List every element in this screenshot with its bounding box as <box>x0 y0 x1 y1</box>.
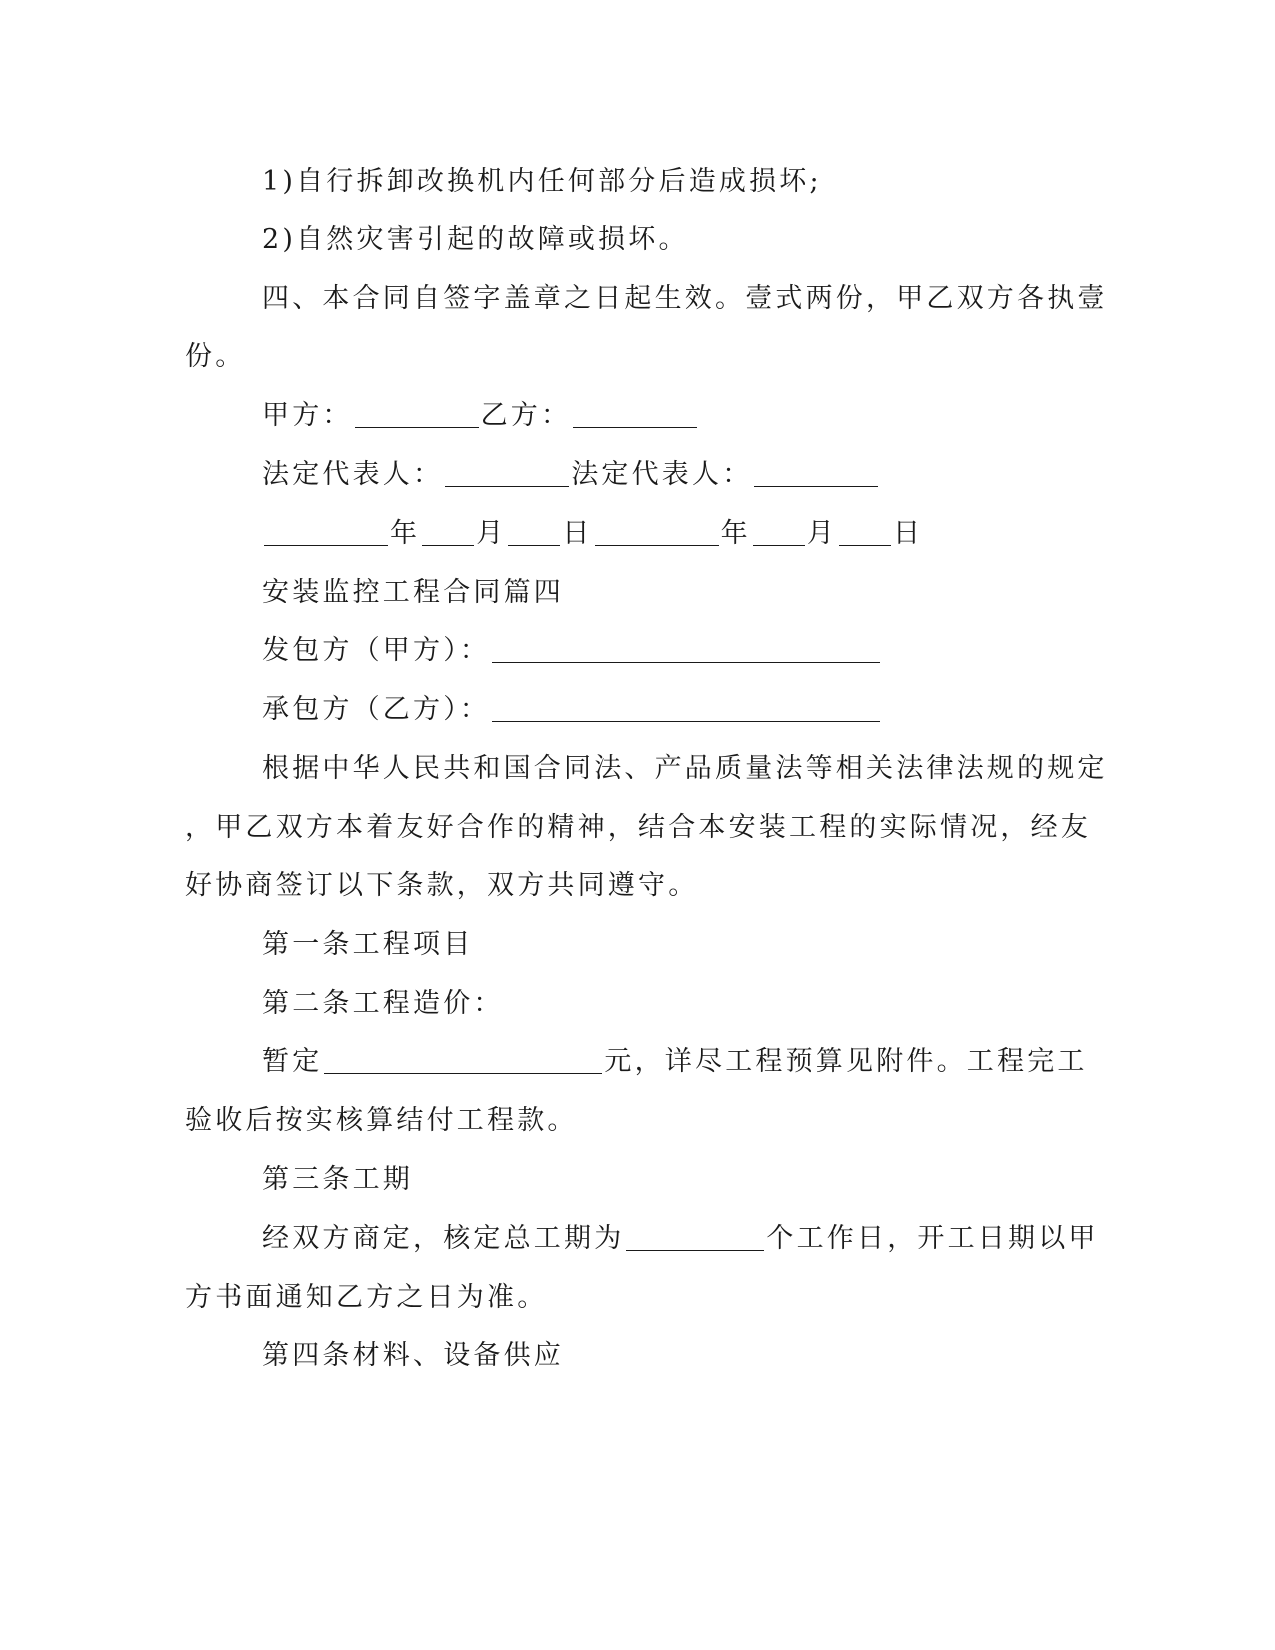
price-blank <box>324 1046 602 1074</box>
party-a-blank <box>355 400 479 428</box>
year-a-blank <box>264 518 388 546</box>
contractor-label: 承包方（乙方）： <box>262 694 491 725</box>
price-row <box>262 1044 1162 1080</box>
price-prefix: 暂定 <box>262 1046 323 1077</box>
signature-parties-row <box>262 398 1162 434</box>
clause-four-line-1: 四、本合同自签字盖章之日起生效。壹式两份，甲乙双方各执壹 <box>262 283 1108 314</box>
party-a-label: 甲方： <box>262 400 353 431</box>
contractor-row <box>262 692 1162 728</box>
preamble-line-3: 好协商签订以下条款，双方共同遵守。 <box>185 870 699 901</box>
article-three-title: 第三条工期 <box>262 1164 413 1195</box>
signature-date-row <box>262 516 1162 552</box>
day-b-label: 日 <box>893 518 924 549</box>
day-a-blank <box>508 518 560 546</box>
party-b-blank <box>573 400 697 428</box>
month-b-blank <box>753 518 805 546</box>
price-line-2: 验收后按实核算结付工程款。 <box>185 1105 578 1136</box>
day-b-blank <box>839 518 891 546</box>
day-a-label: 日 <box>562 518 593 549</box>
article-one-title: 第一条工程项目 <box>262 929 474 960</box>
employer-label: 发包方（甲方）： <box>262 635 491 666</box>
clause-item-1: 1)自行拆卸改换机内任何部分后造成损坏; <box>262 166 822 197</box>
contractor-blank <box>492 694 880 722</box>
month-a-label: 月 <box>476 518 507 549</box>
employer-blank <box>492 635 880 663</box>
rep-a-label: 法定代表人： <box>262 459 444 490</box>
period-suffix: 个工作日，开工日期以甲 <box>766 1223 1099 1254</box>
rep-b-label: 法定代表人： <box>571 459 753 490</box>
party-b-label: 乙方： <box>480 400 572 431</box>
period-prefix: 经双方商定，核定总工期为 <box>262 1223 625 1254</box>
section-title: 安装监控工程合同篇四 <box>262 577 564 608</box>
signature-rep-row <box>262 457 1162 493</box>
price-suffix: 元，详尽工程预算见附件。工程完工 <box>604 1046 1088 1077</box>
rep-b-blank <box>754 459 878 487</box>
month-a-blank <box>422 518 474 546</box>
employer-row <box>262 633 1162 669</box>
year-b-blank <box>595 518 719 546</box>
article-four-title: 第四条材料、设备供应 <box>262 1340 564 1371</box>
article-two-title: 第二条工程造价： <box>262 988 504 1019</box>
year-a-label: 年 <box>390 518 421 549</box>
period-blank <box>626 1223 764 1251</box>
rep-a-blank <box>445 459 569 487</box>
clause-item-2: 2)自然灾害引起的故障或损坏。 <box>262 224 689 255</box>
month-b-label: 月 <box>806 518 838 549</box>
year-b-label: 年 <box>720 518 751 549</box>
period-row <box>262 1221 1162 1257</box>
preamble-line-2: ，甲乙双方本着友好合作的精神，结合本安装工程的实际情况，经友 <box>185 812 1091 843</box>
clause-four-line-2: 份。 <box>185 341 246 372</box>
period-line-2: 方书面通知乙方之日为准。 <box>185 1282 548 1313</box>
preamble-line-1: 根据中华人民共和国合同法、产品质量法等相关法律法规的规定 <box>262 753 1108 784</box>
